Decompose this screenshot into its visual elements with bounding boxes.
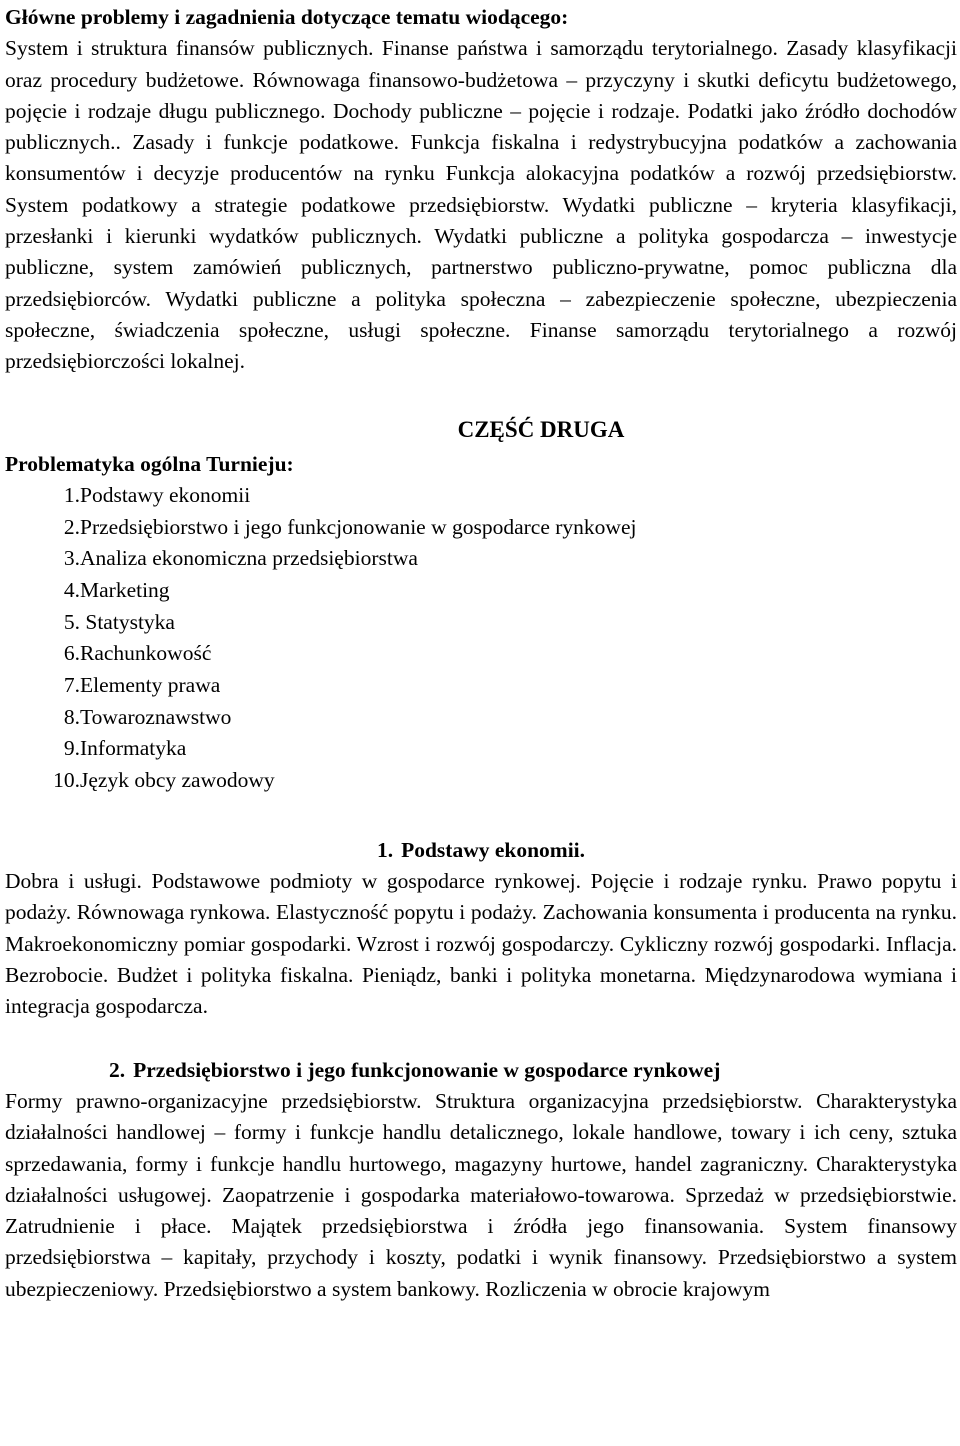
topics-list [5,480,957,797]
intro-heading: Główne problemy i zagadnienia dotyczące tematu wiodącego: [5,5,569,29]
list-item-number: 1. [63,482,80,507]
list-item [5,575,957,607]
list-item [5,480,957,512]
general-heading: Problematyka ogólna Turnieju: [5,451,294,476]
list-item-label: Język obcy zawodowy [80,768,275,793]
section-enterprise [5,1055,957,1305]
intro-section [5,0,957,378]
section-number: 1. [376,837,394,862]
list-item-number: 2. [63,514,80,539]
list-item-number: 5. [63,609,80,634]
list-item-number: 8. [63,704,80,729]
list-item-number: 7. [63,673,80,698]
section-paragraph: Formy prawno-organizacyjne przedsiębiorstw. Struktura organizacyjna przedsiębiorstw. Charakterystyka działalności handlowej – formy i funkcje handlu detalicznego, lokale handlowe, towary i ich ceny, sztuka sprzedawania, formy i funkcje handlu hurtowego, magazyny hurtowe, handel zagraniczny. Charakterystyka działalności usługowej. Zaopatrzenie i gospodarka materiałowo-towarowa. Sprzedaż w przedsiębiorstwie. Zatrudnienie i płace. Majątek przedsiębiorstwa i źródła jego finansowania. System finansowy przedsiębiorstwa – kapitały, przychody i koszty, podatki i wynik finansowy. Przedsiębiorstwo a system ubezpieczeniowy. Przedsiębiorstwo a system bankowy. Rozliczenia w obrocie krajowym [5,1088,957,1301]
list-item-label: Podstawy ekonomii [80,482,251,507]
list-item [5,733,957,765]
list-item [5,607,957,639]
list-item [5,638,957,670]
list-item-label: Analiza ekonomiczna przedsiębiorstwa [80,546,418,571]
part-title: CZĘŚĆ DRUGA [457,416,625,442]
document-page [5,0,957,1305]
section-title: Przedsiębiorstwo i jego funkcjonowanie w gospodarce rynkowej [133,1057,721,1082]
list-item [5,765,957,797]
list-item-label: Elementy prawa [80,673,221,698]
section-heading [5,835,957,866]
section-heading [5,1055,957,1086]
list-item-label: Marketing [80,577,170,602]
list-item-number: 9. [63,736,80,761]
list-item-number: 4. [63,577,80,602]
list-item-label: Rachunkowość [80,641,212,666]
list-item-label: Informatyka [80,736,187,761]
list-item-label: Towaroznawstwo [80,704,232,729]
intro-paragraph: System i struktura finansów publicznych. Finanse państwa i samorządu terytorialnego. Zasady klasyfikacji oraz procedury budżetowe. Równowaga finansowo-budżetowa – przyczyny i skutki deficytu budżetowego, pojęcie i rodzaje długu publicznego. Dochody publiczne – pojęcie i rodzaje. Podatki jako źródło dochodów publicznych.. Zasady i funkcje podatkowe. Funkcja fiskalna i redystrybucyjna podatków a zachowania konsumentów i decyzje producentów na rynku Funkcja alokacyjna podatków a rozwój przedsiębiorstw. System podatkowy a strategie podatkowe przedsiębiorstw. Wydatki publiczne – kryteria klasyfikacji, przesłanki i kierunki wydatków publicznych. Wydatki publiczne a polityka gospodarcza – inwestycje publiczne, system zamówień publicznych, partnerstwo publiczno-prywatne, pomoc publiczna dla przedsiębiorców. Wydatki publiczne a polityka społeczna – zabezpieczenie społeczne, ubezpieczenia społeczne, świadczenia społeczne, usługi społeczne. Finanse samorządu terytorialnego a rozwój przedsiębiorczości lokalnej. [5,36,957,374]
list-item-label: Przedsiębiorstwo i jego funkcjonowanie w gospodarce rynkowej [80,514,637,539]
list-item-number: 3. [63,546,80,571]
list-item [5,543,957,575]
list-item [5,670,957,702]
section-economics [5,835,957,1023]
list-item-number: 10. [53,768,80,793]
list-item [5,702,957,734]
list-item-label: Statystyka [80,609,175,634]
section-number: 2. [109,1057,126,1082]
section-paragraph: Dobra i usługi. Podstawowe podmioty w gospodarce rynkowej. Pojęcie i rodzaje rynku. Prawo popytu i podaży. Równowaga rynkowa. Elastyczność popytu i podaży. Zachowania konsumenta i producenta na rynku. Makroekonomiczny pomiar gospodarki. Wzrost i rozwój gospodarczy. Cykliczny rozwój gospodarki. Inflacja. Bezrobocie. Budżet i polityka fiskalna. Pieniądz, banki i polityka monetarna. Międzynarodowa wymiana i integracja gospodarcza. [5,869,957,1019]
list-item [5,512,957,544]
list-item-number: 6. [63,641,80,666]
section-title: Podstawy ekonomii. [401,837,586,862]
